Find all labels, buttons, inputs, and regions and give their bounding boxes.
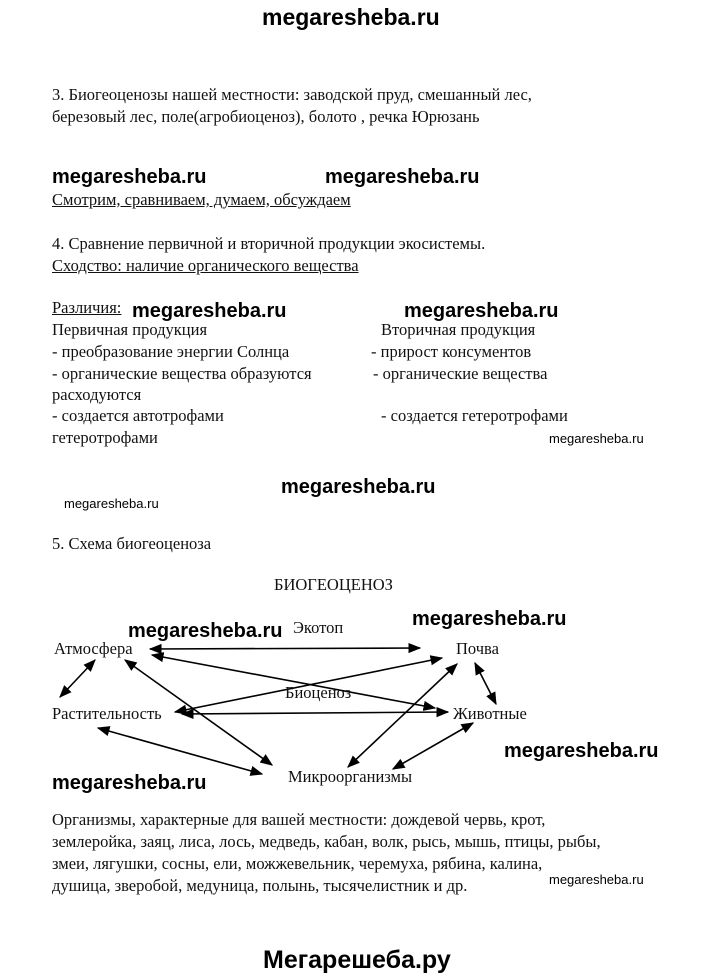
- left-col-item: - создается автотрофами: [52, 406, 224, 425]
- watermark: megaresheba.ru: [504, 740, 659, 762]
- watermark: megaresheba.ru: [52, 772, 207, 794]
- arrow-atmosphere-soil: [150, 648, 420, 649]
- watermark: megaresheba.ru: [281, 476, 436, 498]
- section4-title: 4. Сравнение первичной и вторичной продукции экосистемы.: [52, 234, 486, 253]
- left-col-item: - преобразование энергии Солнца: [52, 342, 290, 361]
- arrow-animals-micro: [393, 723, 473, 769]
- left-col-item: гетеротрофами: [52, 428, 158, 447]
- organisms-line1: Организмы, характерные для вашей местности: дождевой червь, крот,: [52, 810, 546, 829]
- diagram-title: БИОГЕОЦЕНОЗ: [274, 575, 393, 594]
- arrow-plants-animals: [182, 712, 448, 714]
- watermark: megaresheba.ru: [404, 300, 559, 322]
- organisms-line4: душица, зверобой, медуница, полынь, тысячелистник и др.: [52, 876, 468, 895]
- right-col-item: Вторичная продукция: [381, 320, 536, 339]
- watermark: megaresheba.ru: [128, 620, 283, 642]
- arrow-plants-micro: [98, 728, 262, 774]
- node-plants: Растительность: [52, 704, 162, 723]
- watermark: megaresheba.ru: [132, 300, 287, 322]
- left-col-item: расходуются: [52, 385, 142, 404]
- arrow-atmosphere-plants: [60, 660, 95, 697]
- watermark: megaresheba.ru: [412, 608, 567, 630]
- watermark: megaresheba.ru: [52, 166, 207, 188]
- watermark-small: megaresheba.ru: [549, 431, 644, 446]
- arrow-soil-micro: [348, 664, 457, 767]
- watermark: megaresheba.ru: [325, 166, 480, 188]
- similarity-line: Сходство: наличие органического вещества: [52, 256, 359, 275]
- node-microorganisms: Микроорганизмы: [288, 767, 413, 786]
- organisms-line3: змеи, лягушки, сосны, ели, можжевельник, черемуха, рябина, калина,: [52, 854, 543, 873]
- node-atmosphere: Атмосфера: [54, 639, 133, 658]
- organisms-line2: землеройка, заяц, лиса, лось, медведь, кабан, волк, рысь, мышь, птицы, рыбы,: [52, 832, 601, 851]
- left-col-item: Первичная продукция: [52, 320, 208, 339]
- header-watermark: megaresheba.ru: [262, 4, 440, 30]
- differences-label: Различия:: [52, 298, 122, 317]
- right-col-item: - создается гетеротрофами: [381, 406, 568, 425]
- section3-line1: 3. Биогеоценозы нашей местности: заводской пруд, смешанный лес,: [52, 85, 532, 104]
- watermark-small: megaresheba.ru: [64, 496, 159, 511]
- section3-line2: березовый лес, поле(агробиоценоз), болото , речка Юрюзань: [52, 107, 480, 126]
- discuss-heading: Смотрим, сравниваем, думаем, обсуждаем: [52, 190, 351, 209]
- right-col-item: - органические вещества: [373, 364, 548, 383]
- section5-title: 5. Схема биогеоценоза: [52, 534, 212, 553]
- watermark-small: megaresheba.ru: [549, 872, 644, 887]
- right-col-item: - прирост консументов: [371, 342, 532, 361]
- node-ecotop: Экотоп: [293, 618, 344, 637]
- left-col-item: - органические вещества образуются: [52, 364, 312, 383]
- node-animals: Животные: [453, 704, 527, 723]
- footer-watermark: Мегарешеба.ру: [263, 946, 451, 974]
- node-biocenosis: Биоценоз: [285, 683, 352, 702]
- arrow-soil-animals: [475, 663, 496, 704]
- node-soil: Почва: [456, 639, 499, 658]
